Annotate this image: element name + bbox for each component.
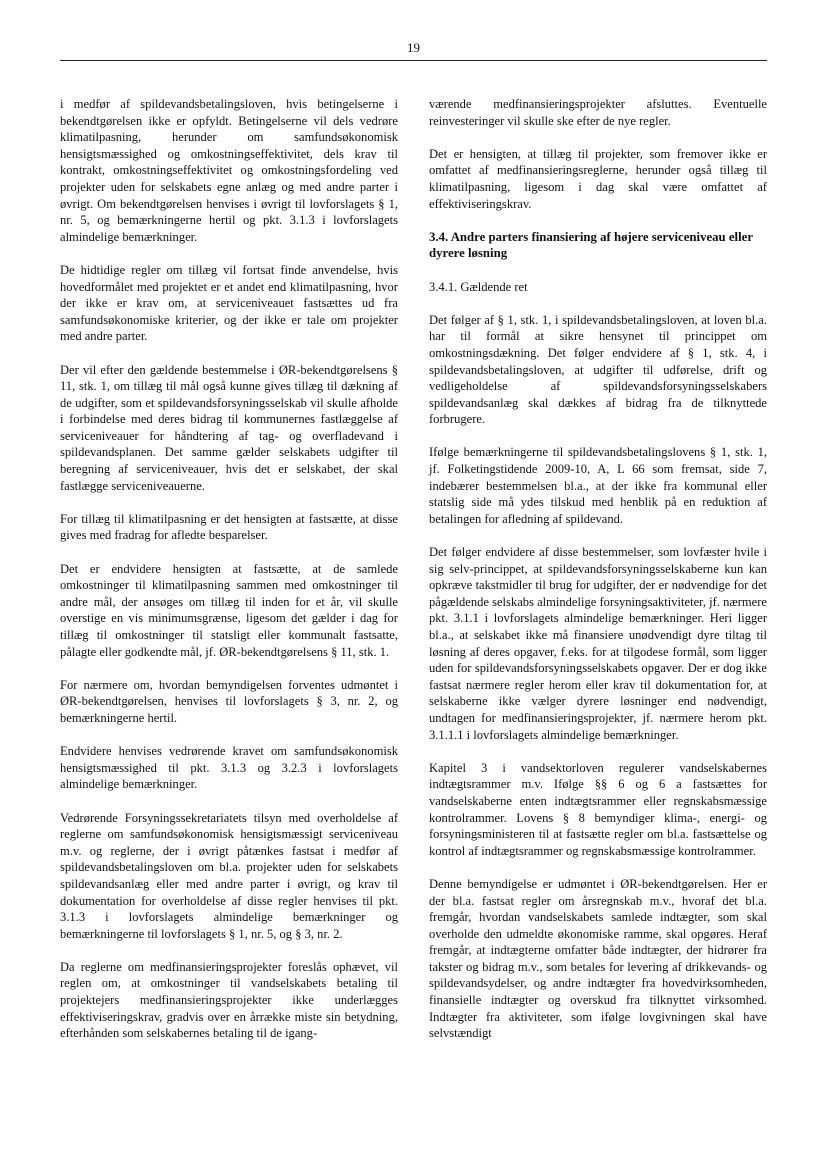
paragraph: Vedrørende Forsyningssekretariatets tilsyn med overholdelse af reglerne om samfundsøkonomisk hensigtsmæssigt serviceniveau m.v. og reglerne, der i øvrigt påtænkes fastsat i medfør af spildevandsbetalingsloven om bl.a. projekter uden for selskabets spildevandsanlæg eller med andre parter i øvrigt, og krav til dokumentation for overholdelse af disse regler henvises til pkt. 3.1.3 i lovforslagets almindelige bemærkninger og bemærkningerne til lovforslagets § 1, nr. 5, og § 3, nr. 2. [60, 810, 398, 941]
paragraph: i medfør af spildevandsbetalingsloven, hvis betingelserne i bekendtgørelsen ikke er opfyldt. Betingelserne vil dels vedrøre klimatilpasning, herunder om samfundsøkonomisk hensigtsmæssighed og omkostningseffektivitet, dels krav til kontrakt, omkostningseffektivitet og omkostningsfordeling ved projekter uden for selskabets egne anlæg og med andre parter i øvrigt. Om bekendtgørelsen henvises i øvrigt til lovforslagets § 1, nr. 5, og bemærkningerne hertil og pkt. 3.1.3 i lovforslagets almindelige bemærkninger. [60, 97, 398, 244]
paragraph: Det er endvidere hensigten at fastsætte, at de samlede omkostninger til klimatilpasning sammen med omkostninger til andre mål, der ansøges om tillæg til inden for et år, vil skulle overstige en vis minimumsgrænse, ligesom det gælder i dag for tillæg til omkostninger til statsligt eller kommunalt fastsatte, pålagte eller godkendte mål, jf. ØR-bekendtgørelsens § 11, stk. 1. [60, 561, 398, 659]
left-column [60, 96, 398, 1042]
paragraph: værende medfinansieringsprojekter afsluttes. Eventuelle reinvesteringer vil skulle ske efter de nye regler. [429, 97, 767, 128]
paragraph: For tillæg til klimatilpasning er det hensigten at fastsætte, at disse gives med fradrag for afledte besparelser. [60, 511, 398, 543]
paragraph: Da reglerne om medfinansieringsprojekter foreslås ophævet, vil reglen om, at omkostninger til vandselskabets betaling til projektejers medfinansieringsprojekter ikke underlægges effektiviseringskrav, gradvis over en årrække miste sin betydning, efterhånden som selskabernes betaling til de igang- [60, 959, 398, 1041]
paragraph: Kapitel 3 i vandsektorloven regulerer vandselskabernes indtægtsrammer m.v. Ifølge §§ 6 og 6 a fastsættes for vandselskaberne enten indtægtsrammer eller regnskabsmæssige kontrolrammer. Lovens § 8 bemyndiger klima-, energi- og forsyningsministeren til at fastsætte regler om bl.a. fastsættelse og kontrol af indtægtsrammer og regnskabsmæssige kontrolrammer. [429, 760, 767, 858]
header-rule [60, 60, 767, 61]
paragraph: Endvidere henvises vedrørende kravet om samfundsøkonomisk hensigtsmæssighed til pkt. 3.1.3 og 3.2.3 i lovforslagets almindelige bemærkninger. [60, 744, 398, 792]
paragraph: Denne bemyndigelse er udmøntet i ØR-bekendtgørelsen. Her er der bl.a. fastsat regler om årsregnskab m.v., hvoraf det bl.a. fremgår, hvordan vandselskabets samlede indtægter, som skal overholde den udmeldte økonomiske ramme, skal opgøres. Heraf fremgår, at indtægterne omfatter både indtægter, der hidrører fra takster og bidrag m.v., som betales for levering af drikkevands- og spildevandsydelser, og andre indtægter fra hovedvirksomheden, finansielle indtægter og overskud fra tilknyttet virksomhed. Indtægter fra aktiviteter, som ifølge lovgivningen skal have selvstændigt [429, 876, 767, 1041]
section-subheading: 3.4.1. Gældende ret [429, 279, 528, 294]
paragraph: Det følger endvidere af disse bestemmelser, som lovfæster hvile i sig selv-princippet, at spildevandsforsyningsselskaberne kun kan opkræve takstmidler til brug for udgifter, der er nødvendige for det pågældende selskabs almindelige forsyningsaktiviteter, jf. nærmere pkt. 3.1.1 i lovforslagets almindelige bemærkninger. Heri ligger bl.a., at selskabet ikke må finansiere unødvendigt dyre tiltag til løsning af deres opgaver, f.eks. for at tilgodese formål, som ligger uden for spildevandsforsyningsselskabets opgaver. Der er dog ikke fastsat nærmere regler herom eller krav til dokumentation for, at selskaberne ikke vælger dyrere løsninger end nødvendigt, undtagen for medfinansieringsprojekter, jf. nærmere herom pkt. 3.1.1.1 i lovforslagets almindelige bemærkninger. [429, 545, 767, 742]
paragraph: Det følger af § 1, stk. 1, i spildevandsbetalingsloven, at loven bl.a. har til formål at sikre hensynet til princippet om omkostningsdækning. Det følger endvidere af § 1, stk. 4, i spildevandsbetalingsloven, at udgifter til udførelse, drift og vedligeholdelse af spildevandsforsyningsselskabers spildevandsanlæg skal dækkes af bidrag fra de tilknyttede forbrugere. [429, 312, 767, 427]
paragraph: De hidtidige regler om tillæg vil fortsat finde anvendelse, hvis hovedformålet med projektet er et andet end klimatilpasning, hvor der ikke er krav om, at serviceniveauet fastsættes ud fra samfundsøkonomiske kriterier, og der ikke er tale om projekter med andre parter. [60, 262, 398, 344]
page-number: 19 [407, 40, 420, 55]
section-heading: 3.4. Andre parters finansiering af højere serviceniveau eller dyrere løsning [429, 229, 753, 261]
paragraph: Der vil efter den gældende bestemmelse i ØR-bekendtgørelsens § 11, stk. 1, om tillæg til mål også kunne gives tillæg til dækning af de udgifter, som et spildevandsforsyningsselskab vil skulle afholde i forbindelse med deres bidrag til kommunernes fastlæggelse af serviceniveauer for håndtering af tag- og overfladevand i spildevandsplanen. Det samme gælder selskabets udgifter til beregning af serviceniveauer, hvis det er selskabet, der skal fastlægge serviceniveauerne. [60, 362, 398, 493]
right-column [429, 96, 767, 1042]
paragraph: Ifølge bemærkningerne til spildevandsbetalingslovens § 1, stk. 1, jf. Folketingstidende 2009-10, A, L 66 som fremsat, side 7, indebærer bestemmelsen bl.a., at der ikke fra kommunal eller statslig side må ydes tilskud med henblik på en reduktion af betalingen for afledning af spildevand. [429, 445, 767, 526]
paragraph: For nærmere om, hvordan bemyndigelsen forventes udmøntet i ØR-bekendtgørelsen, henvises til lovforslagets § 3, nr. 2, og bemærkningerne hertil. [60, 677, 398, 725]
paragraph: Det er hensigten, at tillæg til projekter, som fremover ikke er omfattet af medfinansieringsreglerne, herunder også tillæg til klimatilpasning, ligesom i dag skal være omfattet af effektiviseringskrav. [429, 146, 767, 211]
